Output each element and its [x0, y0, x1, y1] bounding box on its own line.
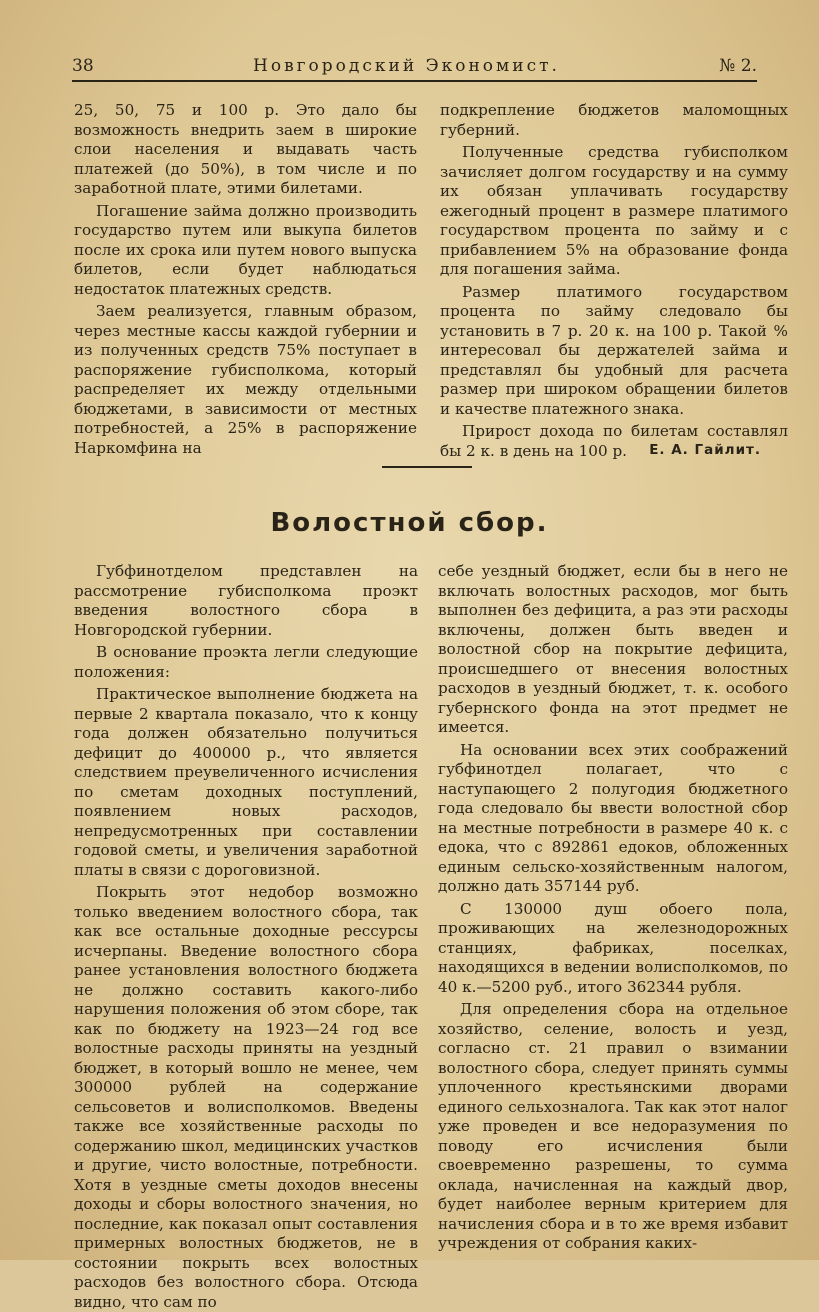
article1-right-column	[440, 101, 788, 461]
paragraph: 25, 50, 75 и 100 р. Это дало бы возможность внедрить заем в широкие слои населения и выдавать часть платежей (до 50%), в том числе и по заработной плате, этими билетами.	[74, 101, 417, 197]
paragraph: С 130000 душ обоего пола, проживающих на железнодорожных станциях, фабриках, поселках, находящихся в ведении волисполкомов, по 40 к.—5200 руб., итого 362344 рубля.	[438, 899, 788, 996]
section-divider	[382, 466, 472, 468]
paragraph: Погашение займа должно производить государство путем или выкупа билетов после их срока или путем нового выпуска билетов, если будет наблюдаться недостаток платежных средств.	[74, 201, 417, 298]
paragraph: В основание проэкта легли следующие положения:	[74, 643, 418, 681]
header-divider	[72, 80, 757, 82]
paragraph: Покрыть этот недобор возможно только введением волостного сбора, так как все остальные доходные рессурсы исчерпаны. Введение волостного сбора ранее установления волостного бюджета не должно составить какого-либо нарушения положения об этом сборе, так как по бюджету на 1923—24 год все волостные расходы приняты на уездный бюджет, в который вошло не менее, чем 300000 рублей на содержание сельсоветов и волисполкомов. Введены также все хозяйственные расходы по содержанию школ, медицинских участков и другие, чисто волостные, потребности. Хотя в уездные сметы доходов внесены доходы и сборы волостного значения, но последние, как показал опыт составления примерных волостных бюджетов, не в состоянии покрыть всех волостных расходов без волостного сбора. Отсюда видно, что сам по	[74, 883, 418, 1311]
paragraph: подкрепление бюджетов маломощных губерний.	[440, 101, 788, 139]
paragraph: Практическое выполнение бюджета на первые 2 квартала показало, что к концу года должен обязательно получиться дефицит до 400000 р., что является следствием преувеличенного исчисления по сметам доходных поступлений, появлением новых расходов, непредусмотренных при составлении годовой сметы, и увеличения заработной платы в связи с дороговизной.	[74, 685, 418, 879]
page-number: 38	[72, 56, 94, 76]
article-title: Волостной сбор.	[270, 508, 549, 538]
page-header	[72, 56, 757, 82]
paragraph: Для определения сбора на отдельное хозяйство, селение, волость и уезд, согласно ст. 21 правил о взимании волостного сбора, следует принять суммы уплоченного крестьянскими дворами единого сельхозналога. Так как этот налог уже проведен и все недоразумения по поводу его исчисления были своевременно разрешены, то сумма оклада, начисленная на каждый двор, будет наиболее верным критерием для начисления сбора и в то же время избавит учреждения от собрания каких-	[438, 1000, 788, 1252]
paragraph: себе уездный бюджет, если бы в него не включать волостных расходов, мог быть выполнен без дефицита, а раз эти расходы включены, должен быть введен и волостной сбор на покрытие дефицита, происшедшего от внесения волостных расходов в уездный бюджет, т. к. особого губернского фонда на этот предмет не имеется.	[438, 562, 788, 736]
paragraph: Губфинотделом представлен на рассмотрение губисполкома проэкт введения волостного сбора в Новгородской губернии.	[74, 562, 418, 639]
article2-left-column	[74, 562, 418, 1312]
author-signature: Е. А. Гайлит.	[649, 442, 761, 458]
paragraph: На основании всех этих соображений губфинотдел полагает, что с наступающего 2 полугодия бюджетного года следовало бы ввести волостной сбор на местные потребности в размере 40 к. с едока, что с 892861 едоков, обложенных единым сельско-хозяйственным налогом, должно дать 357144 руб.	[438, 740, 788, 895]
journal-title: Новгородский Экономист.	[253, 56, 560, 76]
article2-right-column	[438, 562, 788, 1254]
article1-left-column	[74, 101, 417, 458]
paragraph: Прирост дохода по билетам составлял бы 2 к. в день на 100 р.	[440, 422, 788, 460]
issue-number: № 2.	[719, 56, 757, 76]
paragraph: Размер платимого государством процента по займу следовало бы установить в 7 р. 20 к. на 100 р. Такой % интересовал бы держателей займа и представлял бы удобный для расчета размер при широком обращении билетов и качестве платежного знака.	[440, 282, 788, 418]
paragraph: Полученные средства губисполком зачисляет долгом государству и на сумму их обязан уплачивать государству ежегодный процент в размере платимого государством процента по займу и с прибавлением 5% на образование фонда для погашения займа.	[440, 143, 788, 278]
paragraph: Заем реализуется, главным образом, через местные кассы каждой губернии и из полученных средств 75% поступает в распоряжение губисполкома, который распределяет их между отдельными бюджетами, в зависимости от местных потребностей, а 25% в распоряжение Наркомфина на	[74, 302, 417, 457]
